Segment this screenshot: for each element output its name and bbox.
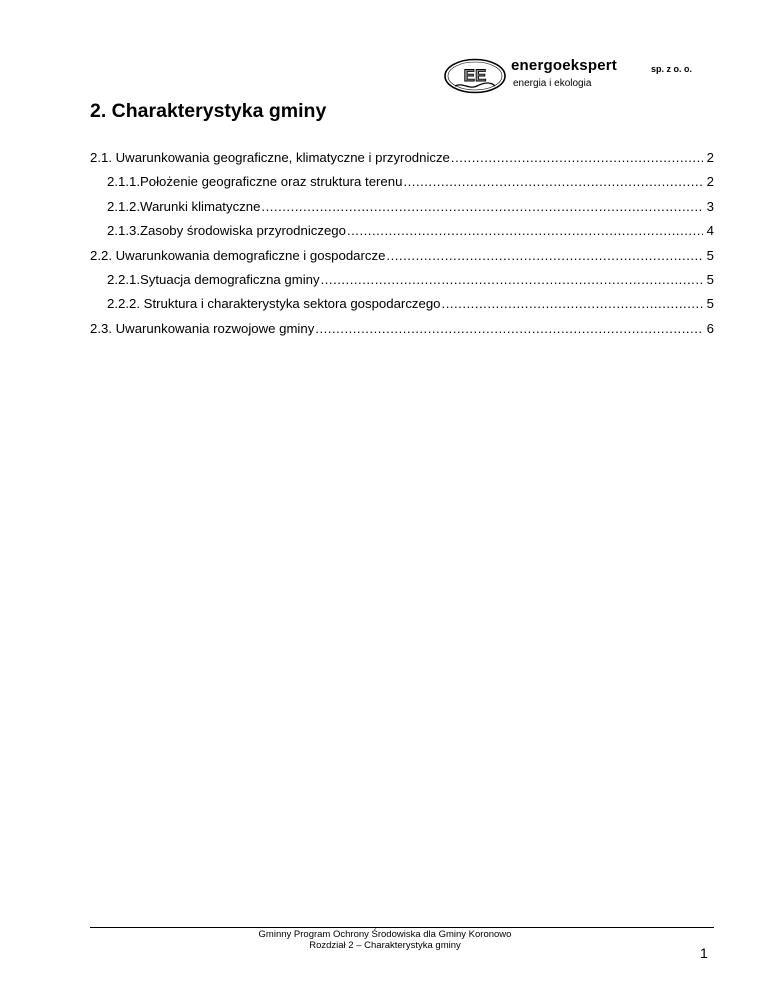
toc-entry-label: 2.2.1.Sytuacja demograficzna gminy	[107, 271, 320, 287]
toc-page-number: 2	[706, 174, 714, 190]
toc-leader-dots	[315, 317, 703, 341]
ee-logo-icon	[443, 58, 507, 94]
brand-tagline: energia i ekologia	[513, 78, 592, 89]
footer-document-title: Gminny Program Ochrony Środowiska dla Gminy Koronowo	[258, 929, 512, 940]
company-logo	[443, 56, 703, 98]
toc-entry[interactable]	[90, 317, 714, 341]
toc-leader-dots	[451, 146, 703, 170]
toc-entry[interactable]	[90, 195, 714, 219]
toc-entry[interactable]	[90, 244, 714, 268]
toc-leader-dots	[386, 244, 703, 268]
toc-entry-label: 2.1.3.Zasoby środowiska przyrodniczego	[107, 223, 346, 239]
toc-entry[interactable]	[90, 268, 714, 292]
toc-page-number: 5	[706, 247, 714, 263]
toc-entry-label: 2.1. Uwarunkowania geograficzne, klimatyczne i przyrodnicze	[90, 150, 450, 165]
toc-page-number: 3	[706, 198, 714, 214]
brand-name: energoekspert	[511, 57, 617, 74]
toc-leader-dots	[347, 219, 703, 243]
company-suffix: sp. z o. o.	[651, 64, 693, 74]
toc-page-number: 5	[706, 271, 714, 287]
toc-entry[interactable]	[90, 292, 714, 316]
toc-entry-label: 2.2.2. Struktura i charakterystyka sektora gospodarczego	[107, 296, 441, 312]
toc-entry-label: 2.2. Uwarunkowania demograficzne i gospodarcze	[90, 247, 386, 263]
toc-entry-label: 2.1.2.Warunki klimatyczne	[107, 198, 261, 214]
toc-leader-dots	[261, 195, 703, 219]
toc-page-number: 6	[706, 320, 714, 336]
toc-entry-label: 2.1.1.Położenie geograficzne oraz struktura terenu	[107, 174, 403, 190]
page-number: 1	[700, 945, 708, 961]
table-of-contents	[90, 146, 714, 341]
toc-leader-dots	[403, 170, 703, 194]
footer-divider	[90, 927, 714, 928]
toc-leader-dots	[321, 268, 703, 292]
toc-entry[interactable]	[90, 219, 714, 243]
footer-caption	[90, 929, 680, 951]
logo-mark-text: EE	[463, 66, 487, 85]
toc-entry[interactable]	[90, 146, 714, 170]
toc-entry-label: 2.3. Uwarunkowania rozwojowe gminy	[90, 320, 315, 336]
toc-page-number: 2	[706, 150, 714, 165]
toc-leader-dots	[442, 292, 703, 316]
toc-page-number: 5	[706, 296, 714, 312]
footer-chapter-title: Rozdział 2 – Charakterystyka gminy	[309, 940, 461, 951]
toc-page-number: 4	[706, 223, 714, 239]
page-title: 2. Charakterystyka gminy	[90, 100, 327, 122]
toc-entry[interactable]	[90, 170, 714, 194]
